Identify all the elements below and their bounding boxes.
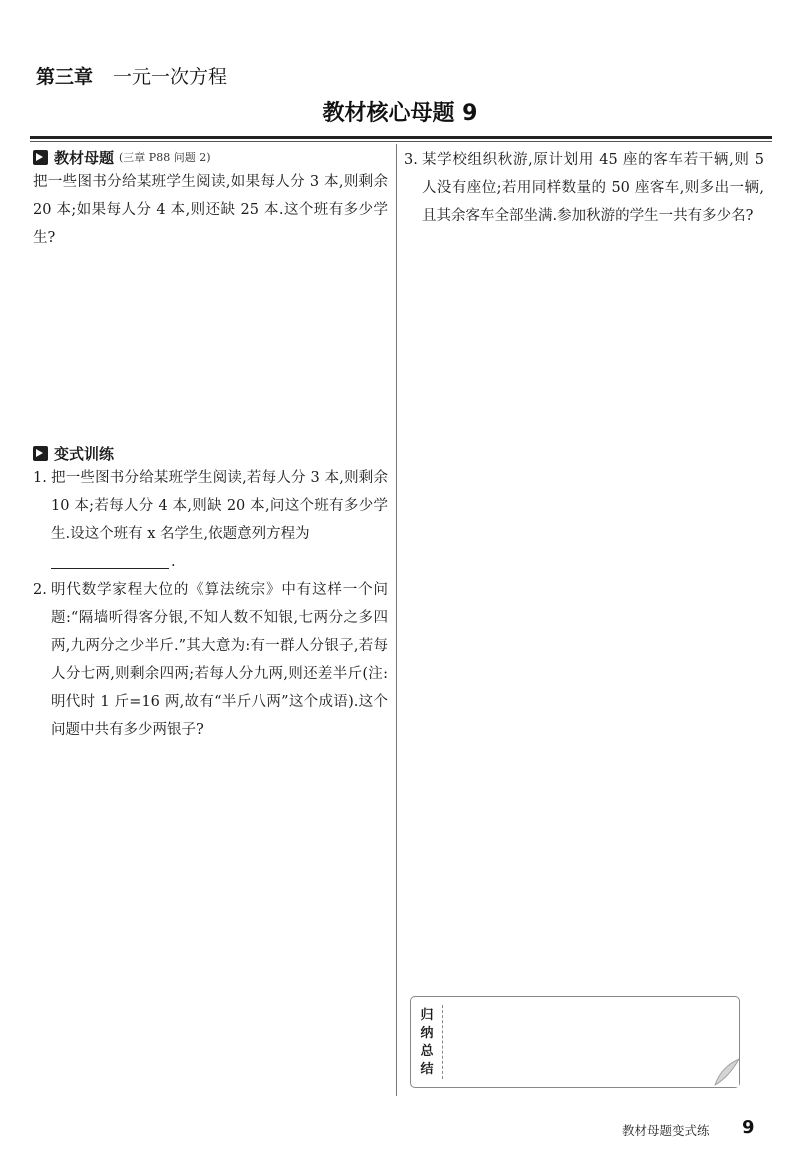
header-rule-thick bbox=[30, 136, 772, 139]
item-index: 1. bbox=[33, 470, 47, 486]
answer-blank[interactable] bbox=[51, 550, 169, 569]
page-title: 教材核心母题 9 bbox=[322, 101, 478, 126]
problem-3 bbox=[404, 146, 764, 230]
variant-item-2 bbox=[33, 576, 388, 744]
summary-box[interactable] bbox=[410, 996, 740, 1088]
item-index: 2. bbox=[33, 582, 47, 598]
textbook-problem-note: (三章 P88 问题 2) bbox=[119, 151, 211, 164]
item-text: 某学校组织秋游,原计划用 45 座的客车若干辆,则 5 人没有座位;若用同样数量的 50 座客车,则多出一辆,且其余客车全部坐满.参加秋游的学生一共有多少名? bbox=[422, 152, 764, 224]
summary-label bbox=[419, 1007, 435, 1079]
page-curl-icon bbox=[709, 1057, 739, 1087]
summary-char: 归 bbox=[420, 1008, 434, 1023]
arrow-right-icon bbox=[33, 150, 48, 165]
chapter-heading bbox=[36, 62, 227, 89]
chapter-title: 一元一次方程 bbox=[113, 66, 228, 88]
arrow-right-icon bbox=[33, 446, 48, 461]
page-number: 9 bbox=[742, 1117, 755, 1138]
variant-heading bbox=[33, 442, 388, 464]
summary-char: 纳 bbox=[420, 1026, 434, 1041]
footer-book-title: 教材母题变式练 bbox=[622, 1123, 710, 1138]
chapter-number: 第三章 bbox=[36, 66, 94, 88]
textbook-problem-text: 把一些图书分给某班学生阅读,如果每人分 3 本,则剩余 20 本;如果每人分 4 本,则还缺 25 本.这个班有多少学生? bbox=[33, 174, 388, 246]
summary-char: 结 bbox=[420, 1062, 434, 1077]
textbook-problem-label: 教材母题 bbox=[54, 148, 115, 167]
item-text: 明代数学家程大位的《算法统宗》中有这样一个问题:“隔墙听得客分银,不知人数不知银,七两分之多四两,九两分之少半斤.”其大意为:有一群人分银子,若每人分七两,则剩余四两;若每人分九两,则还差半斤(注:明代时 1 斤=16 两,故有“半斤八两”这个成语).这个问题中共有多少两银子? bbox=[51, 582, 388, 738]
summary-divider bbox=[442, 1005, 443, 1079]
item-text: 把一些图书分给某班学生阅读,若每人分 3 本,则剩余 10 本;若每人分 4 本,则缺 20 本,问这个班有多少学生.设这个班有 x 名学生,依题意列方程为 bbox=[51, 470, 388, 542]
textbook-problem-heading bbox=[33, 146, 388, 168]
item-index: 3. bbox=[404, 152, 418, 168]
column-divider bbox=[396, 144, 397, 1096]
variant-label: 变式训练 bbox=[54, 444, 115, 463]
item-end-punct: . bbox=[171, 554, 176, 570]
variant-item-1 bbox=[33, 464, 388, 576]
header-rule-thin bbox=[30, 141, 772, 142]
left-column bbox=[33, 146, 388, 744]
right-column bbox=[404, 146, 764, 230]
summary-char: 总 bbox=[420, 1044, 434, 1059]
